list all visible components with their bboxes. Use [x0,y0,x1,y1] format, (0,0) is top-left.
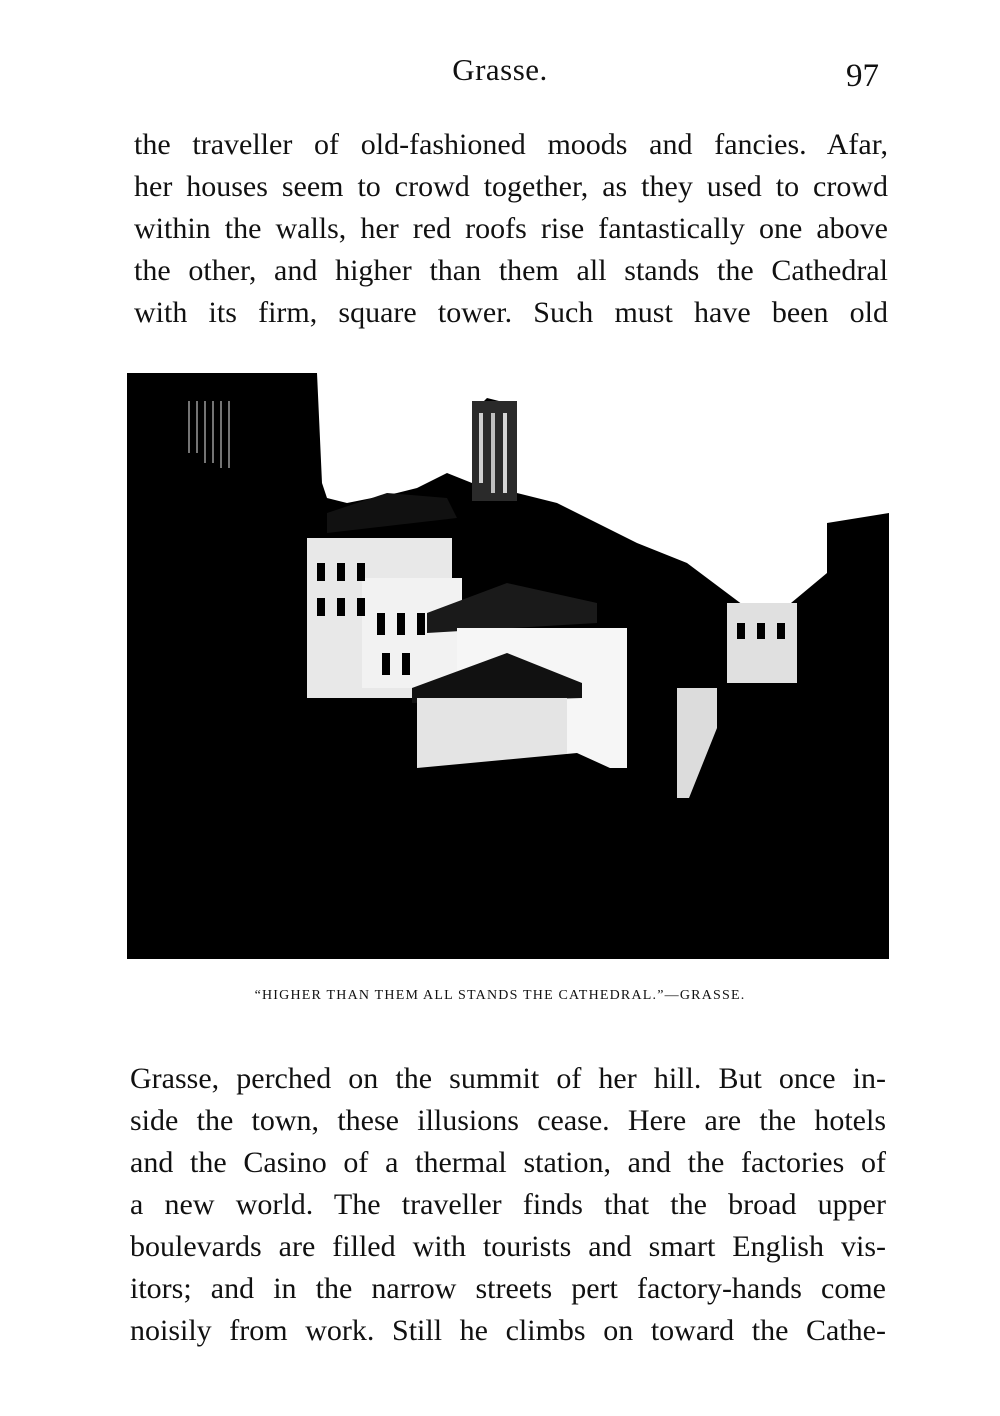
text-line: the other, and higher than them all stands the Cathedral [134,254,888,287]
cathedral-photograph [127,373,889,959]
running-title: Grasse. [452,52,548,87]
text-line: a new world. The traveller finds that the broad upper [130,1188,886,1221]
text-line: itors; and in the narrow streets pert factory-hands come [130,1272,886,1305]
text-line: side the town, these illusions cease. Here are the hotels [130,1104,886,1137]
text-line: within the walls, her red roofs rise fantastically one above [134,212,888,245]
page-number: 97 [846,58,879,94]
text-line: noisily from work. Still he climbs on toward the Cathe- [130,1314,886,1347]
text-line: with its firm, square tower. Such must have been old [134,296,888,329]
text-line: her houses seem to crowd together, as they used to crowd [134,170,888,203]
text-line: and the Casino of a thermal station, and the factories of [130,1146,886,1179]
paragraph-top [134,124,888,334]
text-line: the traveller of old-fashioned moods and fancies. Afar, [134,128,888,161]
text-line: Grasse, perched on the summit of her hill. But once in- [130,1062,886,1095]
paragraph-bottom [130,1058,886,1352]
text-line: boulevards are filled with tourists and smart English vis- [130,1230,886,1263]
photo-illustration [127,373,889,959]
figure-caption: “HIGHER THAN THEM ALL STANDS THE CATHEDRAL.”—GRASSE. [254,988,746,1003]
